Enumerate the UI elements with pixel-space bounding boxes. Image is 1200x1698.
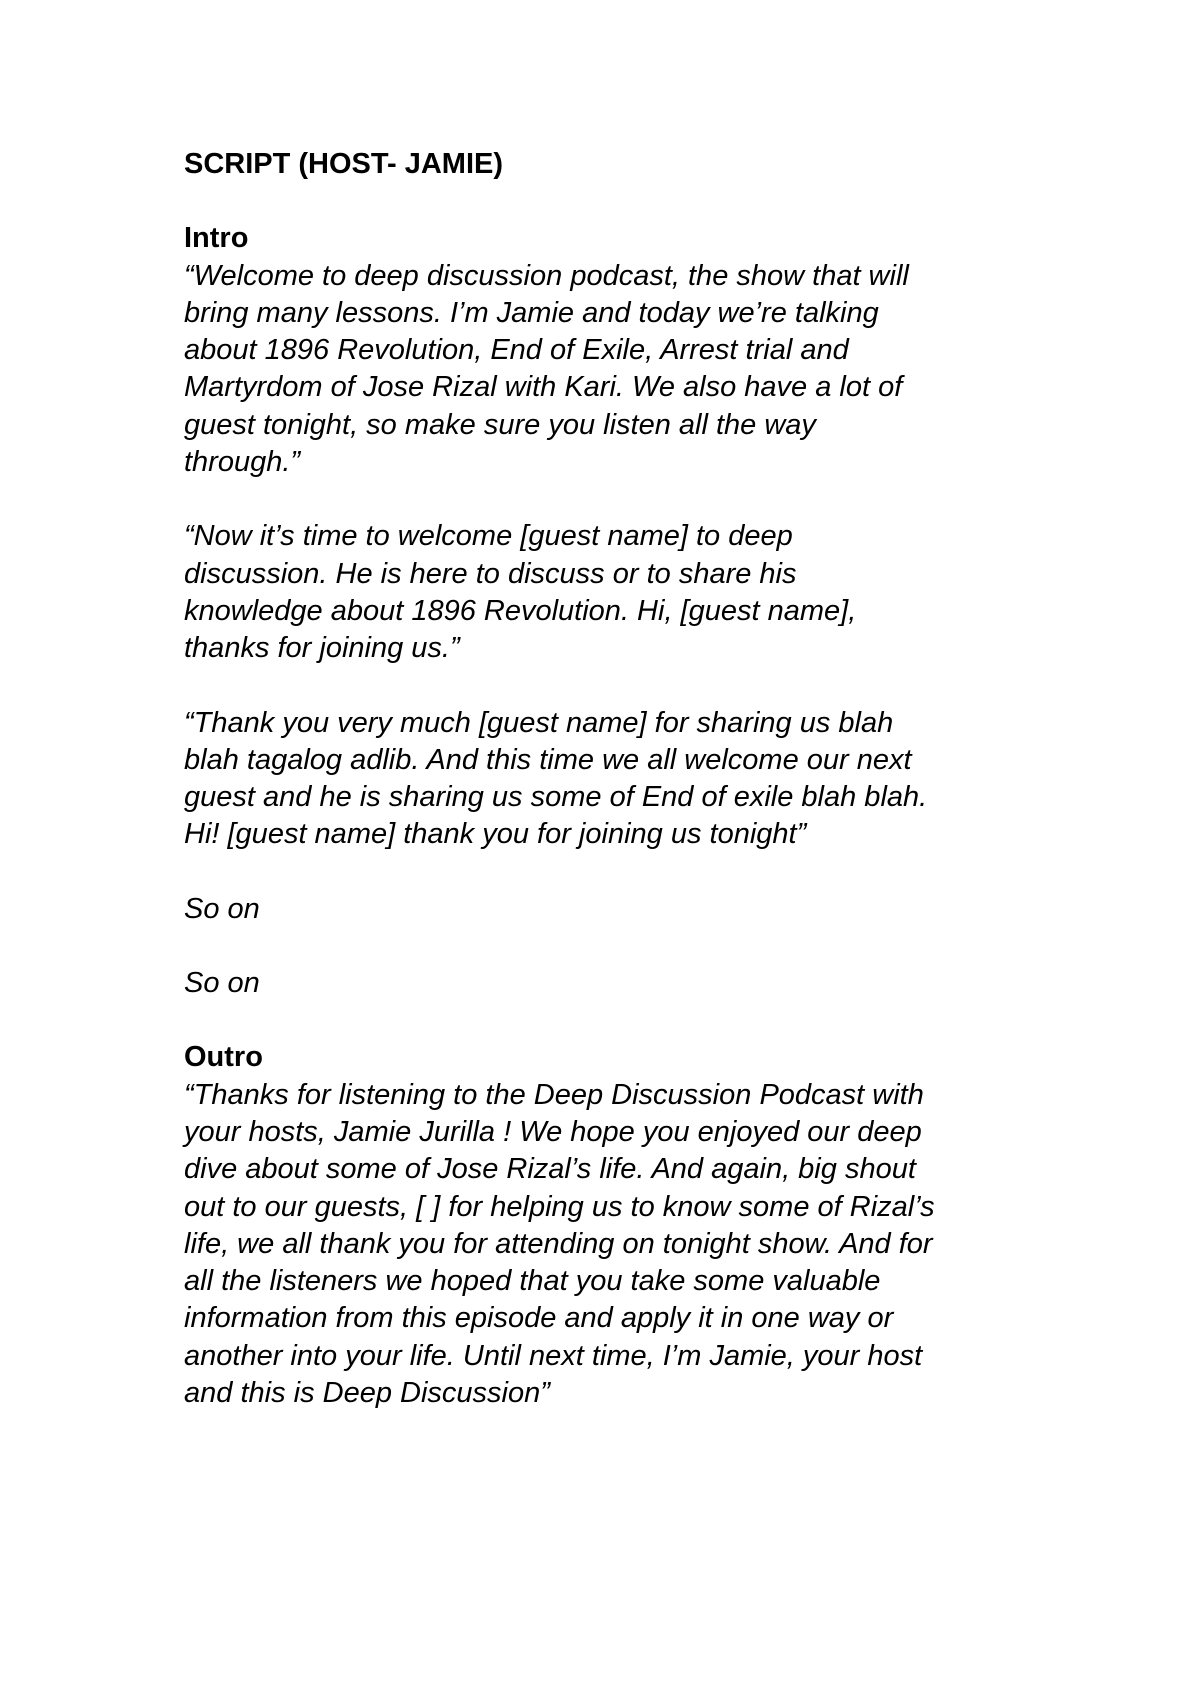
script-title: SCRIPT (HOST- JAMIE) [184, 148, 504, 180]
outro-heading: Outro [184, 1041, 263, 1074]
so-on-line: So on [184, 967, 260, 1000]
outro-paragraph: “Thanks for listening to the Deep Discussion Podcast with your hosts, Jamie Jurilla ! We hope you enjoyed our deep dive about some of Jose Rizal’s life. And again, big shout out to our guests, [ ] for helping us to know some of Rizal’s life, we all thank you for attending on tonight show. And for all the listeners we hoped that you take some valuable information from this episode and apply it in one way or another into your life. Until next time, I’m Jamie, your host and this is Deep Discussion” [184, 1078, 935, 1410]
intro-heading: Intro [184, 222, 249, 255]
intro-next-guest-paragraph: “Thank you very much [guest name] for sharing us blah blah tagalog adlib. And this time we all welcome our next guest and he is sharing us some of End of exile blah blah. Hi! [guest name] thank you for joining us tonight” [184, 706, 928, 851]
script-content [184, 146, 1044, 1412]
intro-welcome-paragraph: “Welcome to deep discussion podcast, the show that will bring many lessons. I’m Jamie and today we’re talking about 1896 Revolution, End of Exile, Arrest trial and Martyrdom of Jose Rizal with Kari. We also have a lot of guest tonight, so make sure you listen all the way through.” [184, 259, 909, 479]
so-on-line: So on [184, 892, 260, 925]
intro-first-guest-paragraph: “Now it’s time to welcome [guest name] to deep discussion. He is here to discuss or to share his knowledge about 1896 Revolution. Hi, [guest name], thanks for joining us.” [184, 520, 857, 665]
